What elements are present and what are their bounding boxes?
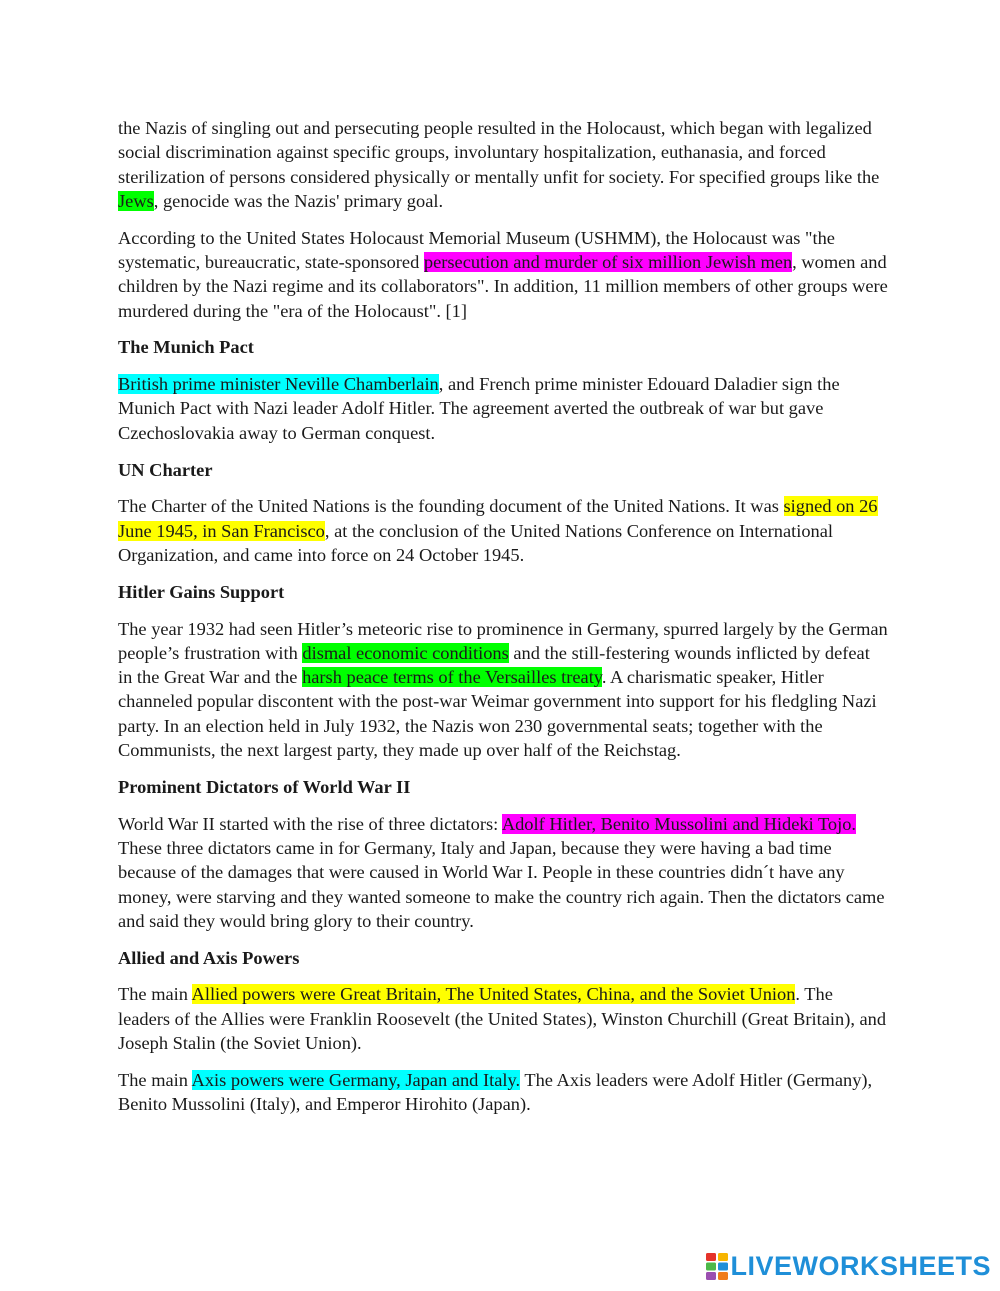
text-run: The Charter of the United Nations is the founding document of the United Nations. It was — [118, 496, 784, 517]
heading-prominent-dictators: Prominent Dictators of World War II — [118, 776, 411, 797]
heading-un-charter: UN Charter — [118, 459, 213, 480]
text-run: The year 1932 had seen Hitler’s meteoric rise to prominence in Germany, spurred largely by the German people’s frustration with — [118, 618, 888, 663]
munich-paragraph — [118, 372, 888, 445]
highlight-economic-conditions: dismal economic conditions — [302, 642, 509, 663]
text-run: The main — [118, 1069, 192, 1090]
highlight-signed-date: signed on 26 June 1945, in San Francisco — [118, 496, 878, 541]
highlight-axis-powers: Axis powers were Germany, Japan and Italy. — [191, 1069, 521, 1090]
heading-munich-pact: The Munich Pact — [118, 337, 254, 358]
liveworksheets-brand[interactable] — [706, 1251, 991, 1281]
highlight-persecution: persecution and murder of six million Jewish men — [423, 251, 793, 272]
text-run: The Axis leaders were Adolf Hitler (Germany), Benito Mussolini (Italy), and Emperor Hirohito (Japan). — [118, 1069, 873, 1115]
text-run: , women and children by the Nazi regime and its collaborators". In addition, 11 million members of other groups were murdered during the "era of the Holocaust". [1] — [118, 251, 888, 321]
text-run: According to the United States Holocaust Memorial Museum (USHMM), the Holocaust was "the systematic, bureaucratic, state-sponsored — [118, 227, 835, 272]
text-run: These three dictators came in for Germany, Italy and Japan, because they were having a bad time because of the damages that were caused in World War I. People in these countries didn´t have any money, were starving and they wanted someone to make the country rich again. Then the dictators came and said they would bring glory to their country. — [118, 837, 885, 931]
highlight-dictators: Adolf Hitler, Benito Mussolini and Hideki Tojo. — [501, 813, 857, 834]
liveworksheets-logo-icon — [706, 1253, 728, 1280]
heading-allied-axis-powers: Allied and Axis Powers — [118, 947, 300, 968]
text-run: . A charismatic speaker, Hitler channeled popular discontent with the post-war Weimar government into support for his fledgling Nazi party. In an election held in July 1932, the Nazis won 230 governmental seats; together with the Communists, the next largest party, they made up over half of the Reichstag. — [118, 667, 877, 761]
allied-paragraph — [118, 982, 888, 1055]
highlight-chamberlain: British prime minister Neville Chamberlain — [118, 374, 439, 395]
un-charter-paragraph — [118, 494, 888, 567]
text-run: The main — [118, 984, 192, 1005]
text-run: . The leaders of the Allies were Franklin Roosevelt (the United States), Winston Churchill (Great Britain), and Joseph Stalin (the Soviet Union). — [118, 984, 887, 1053]
brand-wordmark: LIVEWORKSHEETS — [730, 1251, 991, 1281]
highlight-versailles-treaty: harsh peace terms of the Versailles treaty — [302, 667, 602, 688]
ushmm-paragraph — [118, 226, 888, 323]
text-run: the Nazis of singling out and persecuting people resulted in the Holocaust, which began with legalized social discrimination against specific groups, involuntary hospitalization, euthanasia, and forced sterilization of persons considered physically or mentally unfit for society. For specified groups like the — [118, 118, 880, 187]
text-run: and the still-festering wounds inflicted by defeat in the Great War and the — [118, 642, 870, 688]
heading-hitler-gains-support: Hitler Gains Support — [118, 581, 285, 602]
highlight-jews: Jews — [118, 190, 154, 211]
text-run: , genocide was the Nazis' primary goal. — [153, 190, 444, 211]
hitler-paragraph — [118, 617, 888, 763]
text-run: , and French prime minister Edouard Daladier sign the Munich Pact with Nazi leader Adolf Hitler. The agreement averted the outbreak of war but gave Czechoslovakia away to German conquest. — [118, 374, 840, 443]
highlight-allied-powers: Allied powers were Great Britain, The United States, China, and the Soviet Union — [191, 984, 796, 1005]
document-body — [118, 116, 888, 1129]
axis-paragraph — [118, 1068, 888, 1117]
text-run: World War II started with the rise of three dictators: — [118, 813, 502, 834]
text-run: , at the conclusion of the United Nations Conference on International Organization, and came into force on 24 October 1945. — [118, 520, 834, 565]
holocaust-intro-paragraph — [118, 116, 888, 213]
dictators-paragraph — [118, 812, 888, 933]
